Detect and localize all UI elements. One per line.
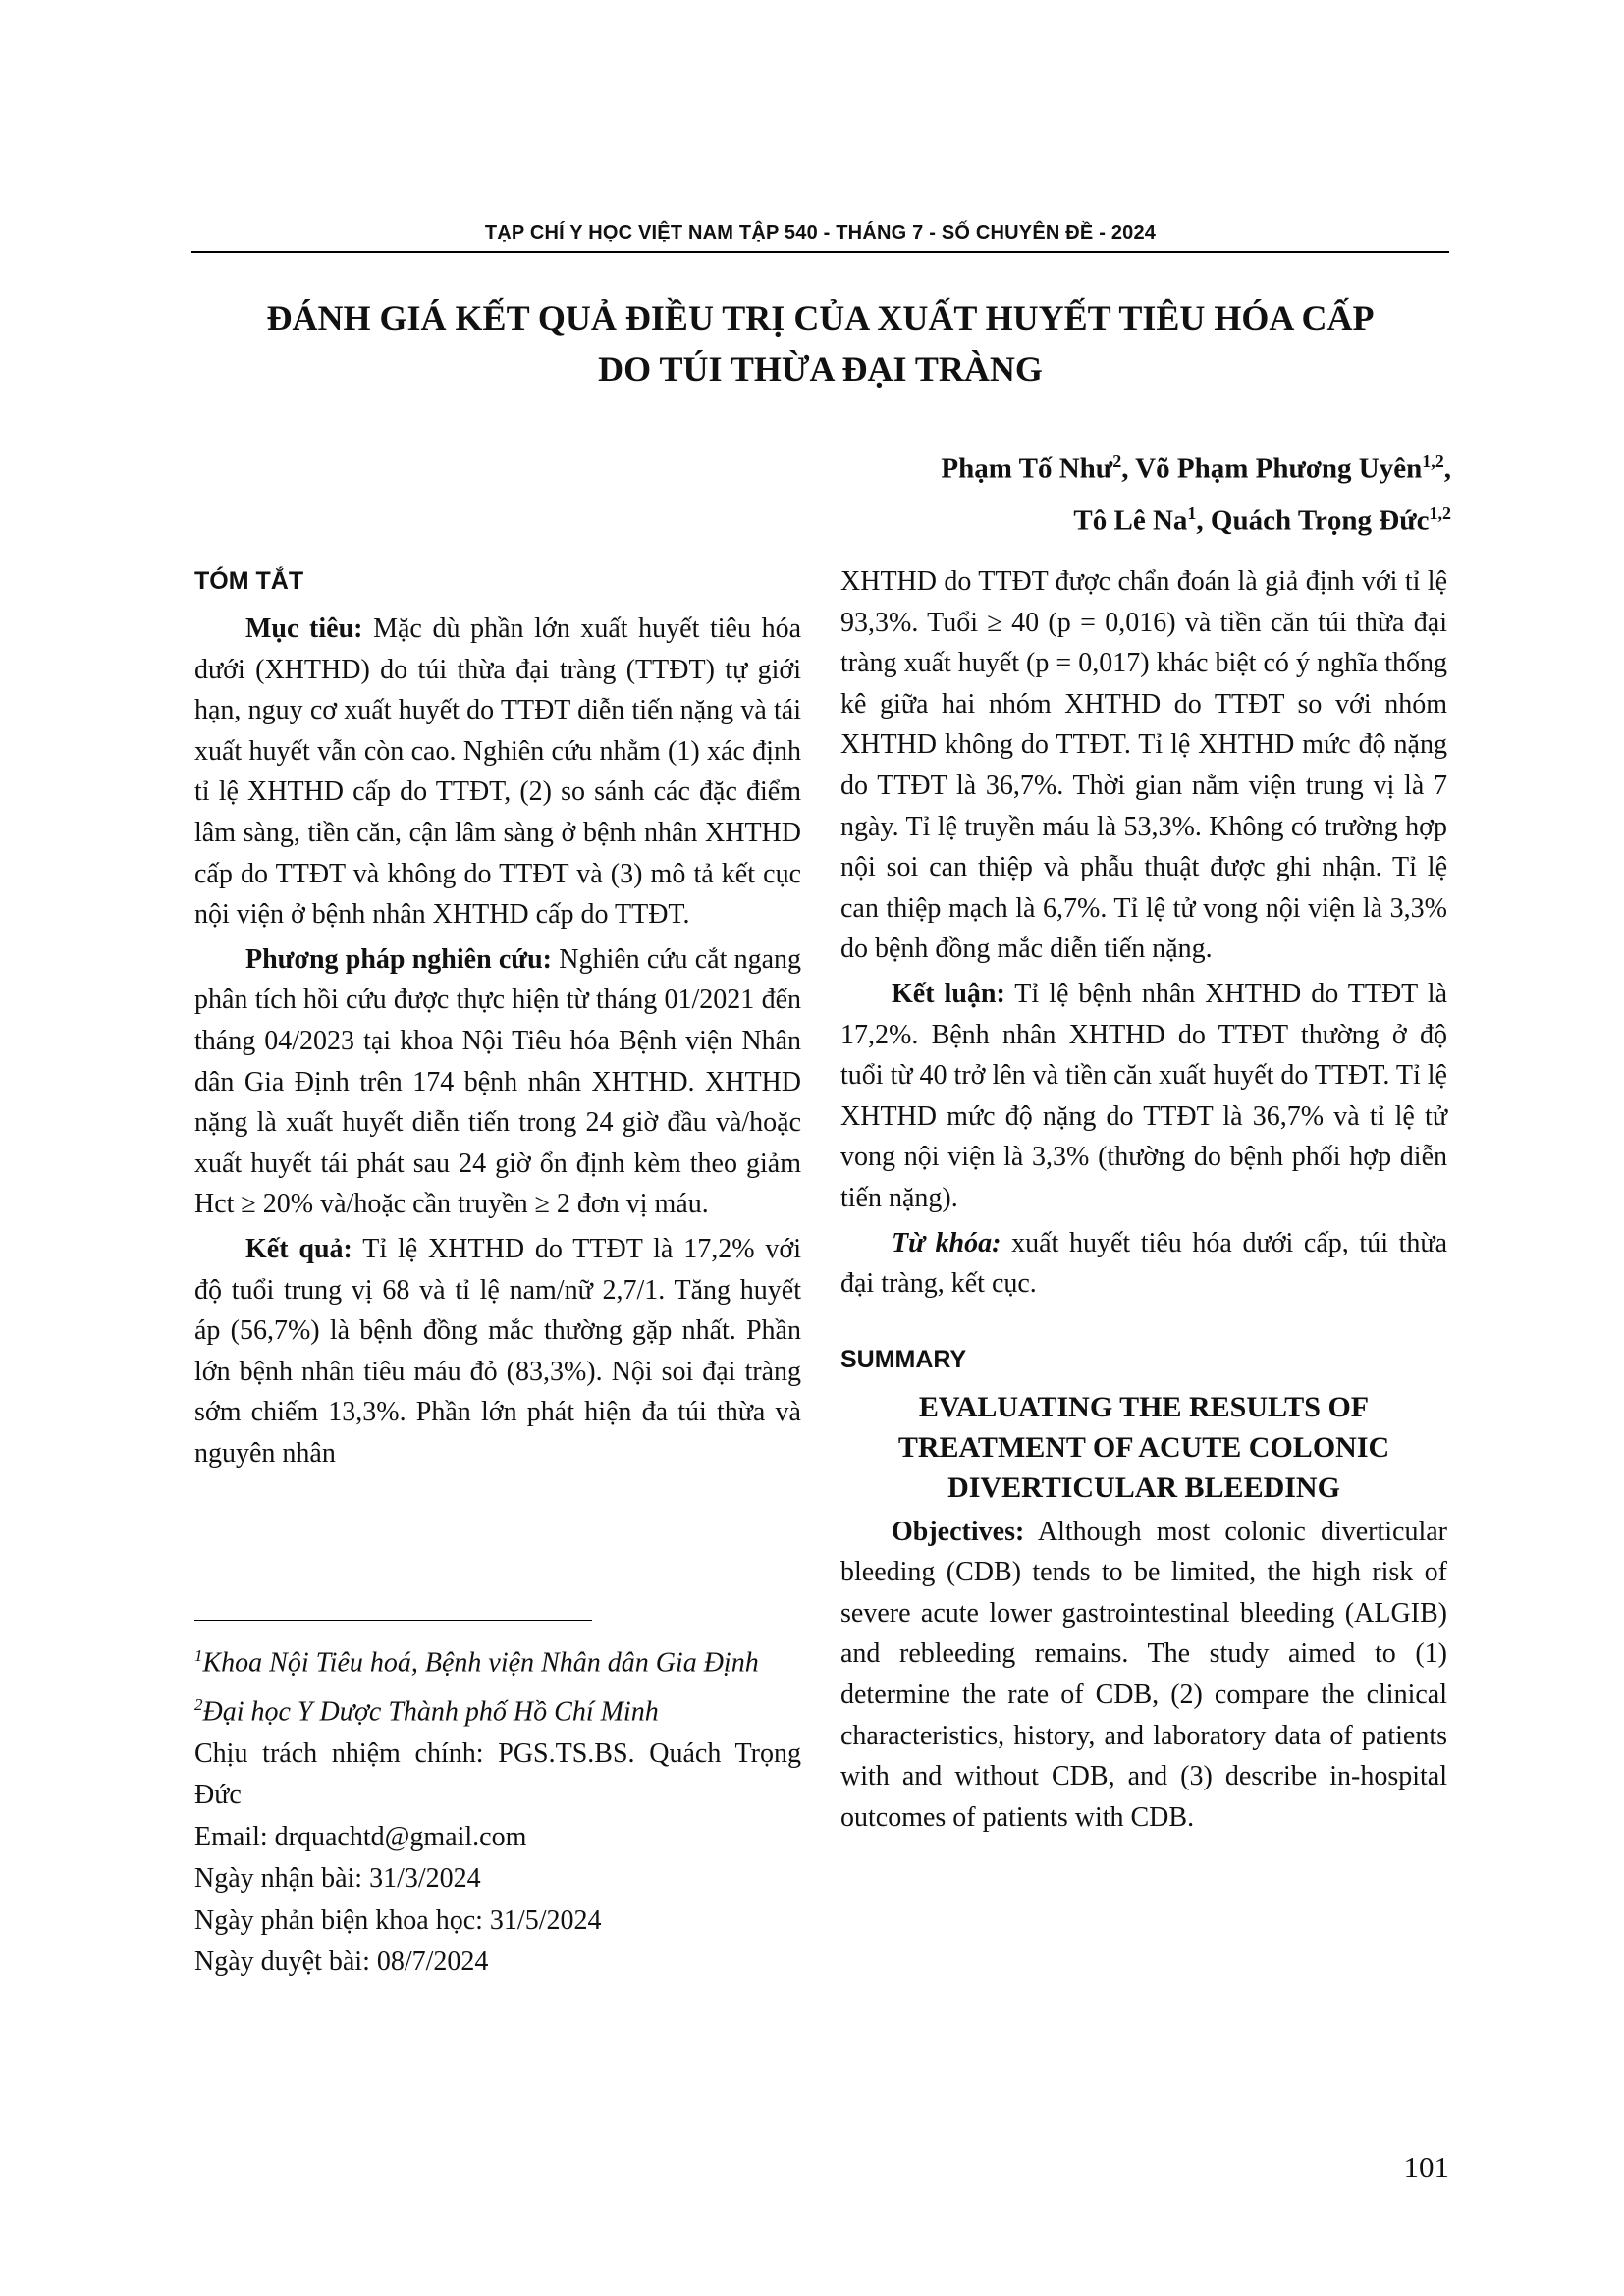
keywords-text: xuất huyết tiêu hóa dưới cấp, túi thừa đại tràng, kết cục. xyxy=(840,1227,1448,1300)
conclusion-paragraph xyxy=(840,974,1447,1219)
methods-label: Phương pháp nghiên cứu: xyxy=(245,943,552,975)
author-name: Quách Trọng Đức xyxy=(1210,505,1430,537)
objective-paragraph xyxy=(194,609,801,935)
left-column xyxy=(194,561,801,1477)
author-affiliation: 2 xyxy=(1112,452,1122,471)
footnotes xyxy=(194,1635,801,1984)
summary-title-line-1: EVALUATING THE RESULTS OF xyxy=(918,1390,1370,1423)
corresponding-author: Chịu trách nhiệm chính: PGS.TS.BS. Quách Trọng Đức xyxy=(194,1737,801,1811)
methods-text: Nghiên cứu cắt ngang phân tích hồi cứu được thực hiện từ tháng 01/2021 đến tháng 04/2023 tại khoa Nội Tiêu hóa Bệnh viện Nhân dân Gia Định trên 174 bệnh nhân XHTHD. XHTHD nặng là xuất huyết diễn tiến trong 24 giờ đầu và/hoặc xuất huyết tái phát sau 24 giờ ổn định kèm theo giảm Hct ≥ 20% và/hoặc cần truyền ≥ 2 đơn vị máu. xyxy=(194,943,802,1220)
date-reviewed: Ngày phản biện khoa học: 31/5/2024 xyxy=(194,1904,602,1936)
date-accepted: Ngày duyệt bài: 08/7/2024 xyxy=(194,1947,489,1978)
results-label: Kết quả: xyxy=(245,1233,352,1264)
date-received: Ngày nhận bài: 31/3/2024 xyxy=(194,1863,481,1895)
keywords-label: Từ khóa: xyxy=(892,1227,1001,1258)
email: Email: drquachtd@gmail.com xyxy=(194,1821,527,1852)
author-affiliation: 1,2 xyxy=(1429,503,1451,523)
author-list xyxy=(687,440,1451,543)
conclusion-text: Tỉ lệ bệnh nhân XHTHD do TTĐT là 17,2%. Bệnh nhân XHTHD do TTĐT thường ở độ tuổi từ 40 trở lên và tiền căn xuất huyết do TTĐT. Tỉ lệ XHTHD mức độ nặng do TTĐT là 36,7% và tỉ lệ tử vong nội viện là 3,3% (thường do bệnh phối hợp diễn tiến nặng). xyxy=(840,978,1447,1213)
summary-heading: SUMMARY xyxy=(840,1345,967,1373)
objectives-label: Objectives: xyxy=(892,1516,1025,1547)
summary-title xyxy=(840,1387,1447,1508)
author-separator: , xyxy=(1121,453,1136,485)
article-title xyxy=(191,293,1449,395)
footnote-rule xyxy=(194,1620,592,1621)
objective-label: Mục tiêu: xyxy=(245,614,363,644)
objective-text: Mặc dù phần lớn xuất huyết tiêu hóa dưới (XHTHD) do túi thừa đại tràng (TTĐT) tự giới hạn, nguy cơ xuất huyết do TTĐT diễn tiến nặng và tái xuất huyết vẫn còn cao. Nghiên cứu nhằm (1) xác định tỉ lệ XHTHD cấp do TTĐT, (2) so sánh các đặc điểm lâm sàng, tiền căn, cận lâm sàng ở bệnh nhân XHTHD cấp do TTĐT và không do TTĐT và (3) mô tả kết cục nội viện ở bệnh nhân XHTHD cấp do TTĐT. xyxy=(194,614,802,931)
affiliation-2 xyxy=(194,1684,801,1734)
author-name: Phạm Tố Như xyxy=(941,453,1113,485)
running-header: TẠP CHÍ Y HỌC VIỆT NAM TẬP 540 - THÁNG 7 - SỐ CHUYÊN ĐỀ - 2024 xyxy=(484,222,1157,243)
affiliation-number: 1 xyxy=(194,1646,203,1665)
methods-paragraph xyxy=(194,939,801,1225)
page-number: 101 xyxy=(1403,2150,1449,2184)
objectives-text: Although most colonic diverticular bleeding (CDB) tends to be limited, the high risk of severe acute lower gastrointestinal bleeding (ALGIB) and rebleeding remains. The study aimed to (1) determine the rate of CDB, (2) compare the clinical characteristics, history, and laboratory data of patients with and without CDB, and (3) describe in-hospital outcomes of patients with CDB. xyxy=(840,1516,1447,1833)
header-rule xyxy=(191,251,1449,253)
summary-title-line-3: DIVERTICULAR BLEEDING xyxy=(947,1470,1340,1504)
author-affiliation: 1,2 xyxy=(1422,452,1444,471)
affiliation-1 xyxy=(194,1635,801,1684)
summary-title-line-2: TREATMENT OF ACUTE COLONIC xyxy=(897,1430,1390,1464)
results-paragraph xyxy=(194,1229,801,1474)
author-name: Tô Lê Na xyxy=(1073,505,1188,537)
author-affiliation: 1 xyxy=(1187,503,1197,523)
title-line-1: ĐÁNH GIÁ KẾT QUẢ ĐIỀU TRỊ CỦA XUẤT HUYẾT TIÊU HÓA CẤP xyxy=(266,298,1375,338)
abstract-heading: TÓM TẮT xyxy=(194,567,304,595)
affiliation-text: Đại học Y Dược Thành phố Hồ Chí Minh xyxy=(202,1696,659,1728)
affiliation-number: 2 xyxy=(194,1694,203,1714)
author-separator: , xyxy=(1196,505,1211,537)
keywords-paragraph xyxy=(840,1223,1447,1305)
objectives-paragraph xyxy=(840,1512,1447,1839)
results-text: Tỉ lệ XHTHD do TTĐT là 17,2% với độ tuổi trung vị 68 và tỉ lệ nam/nữ 2,7/1. Tăng huyết áp (56,7%) là bệnh đồng mắc thường gặp nhất. Phần lớn bệnh nhân tiêu máu đỏ (83,3%). Nội soi đại tràng sớm chiếm 13,3%. Phần lớn phát hiện đa túi thừa và nguyên nhân xyxy=(194,1233,801,1468)
author-separator: , xyxy=(1443,453,1451,485)
results-continued: XHTHD do TTĐT được chẩn đoán là giả định với tỉ lệ 93,3%. Tuổi ≥ 40 (p = 0,016) và tiền căn túi thừa đại tràng xuất huyết (p = 0,017) khác biệt có ý nghĩa thống kê giữa hai nhóm XHTHD do TTĐT so với nhóm XHTHD không do TTĐT. Tỉ lệ XHTHD mức độ nặng do TTĐT là 36,7%. Thời gian nằm viện trung vị là 7 ngày. Tỉ lệ truyền máu là 53,3%. Không có trường hợp nội soi can thiệp và phẫu thuật được ghi nhận. Tỉ lệ can thiệp mạch là 6,7%. Tỉ lệ tử vong nội viện là 3,3% do bệnh đồng mắc diễn tiến nặng. xyxy=(840,566,1447,965)
right-column xyxy=(840,561,1447,1842)
title-line-2: DO TÚI THỪA ĐẠI TRÀNG xyxy=(598,349,1043,389)
author-name: Võ Phạm Phương Uyên xyxy=(1135,453,1423,485)
affiliation-text: Khoa Nội Tiêu hoá, Bệnh viện Nhân dân Gia Định xyxy=(202,1647,759,1679)
conclusion-label: Kết luận: xyxy=(892,978,1005,1009)
